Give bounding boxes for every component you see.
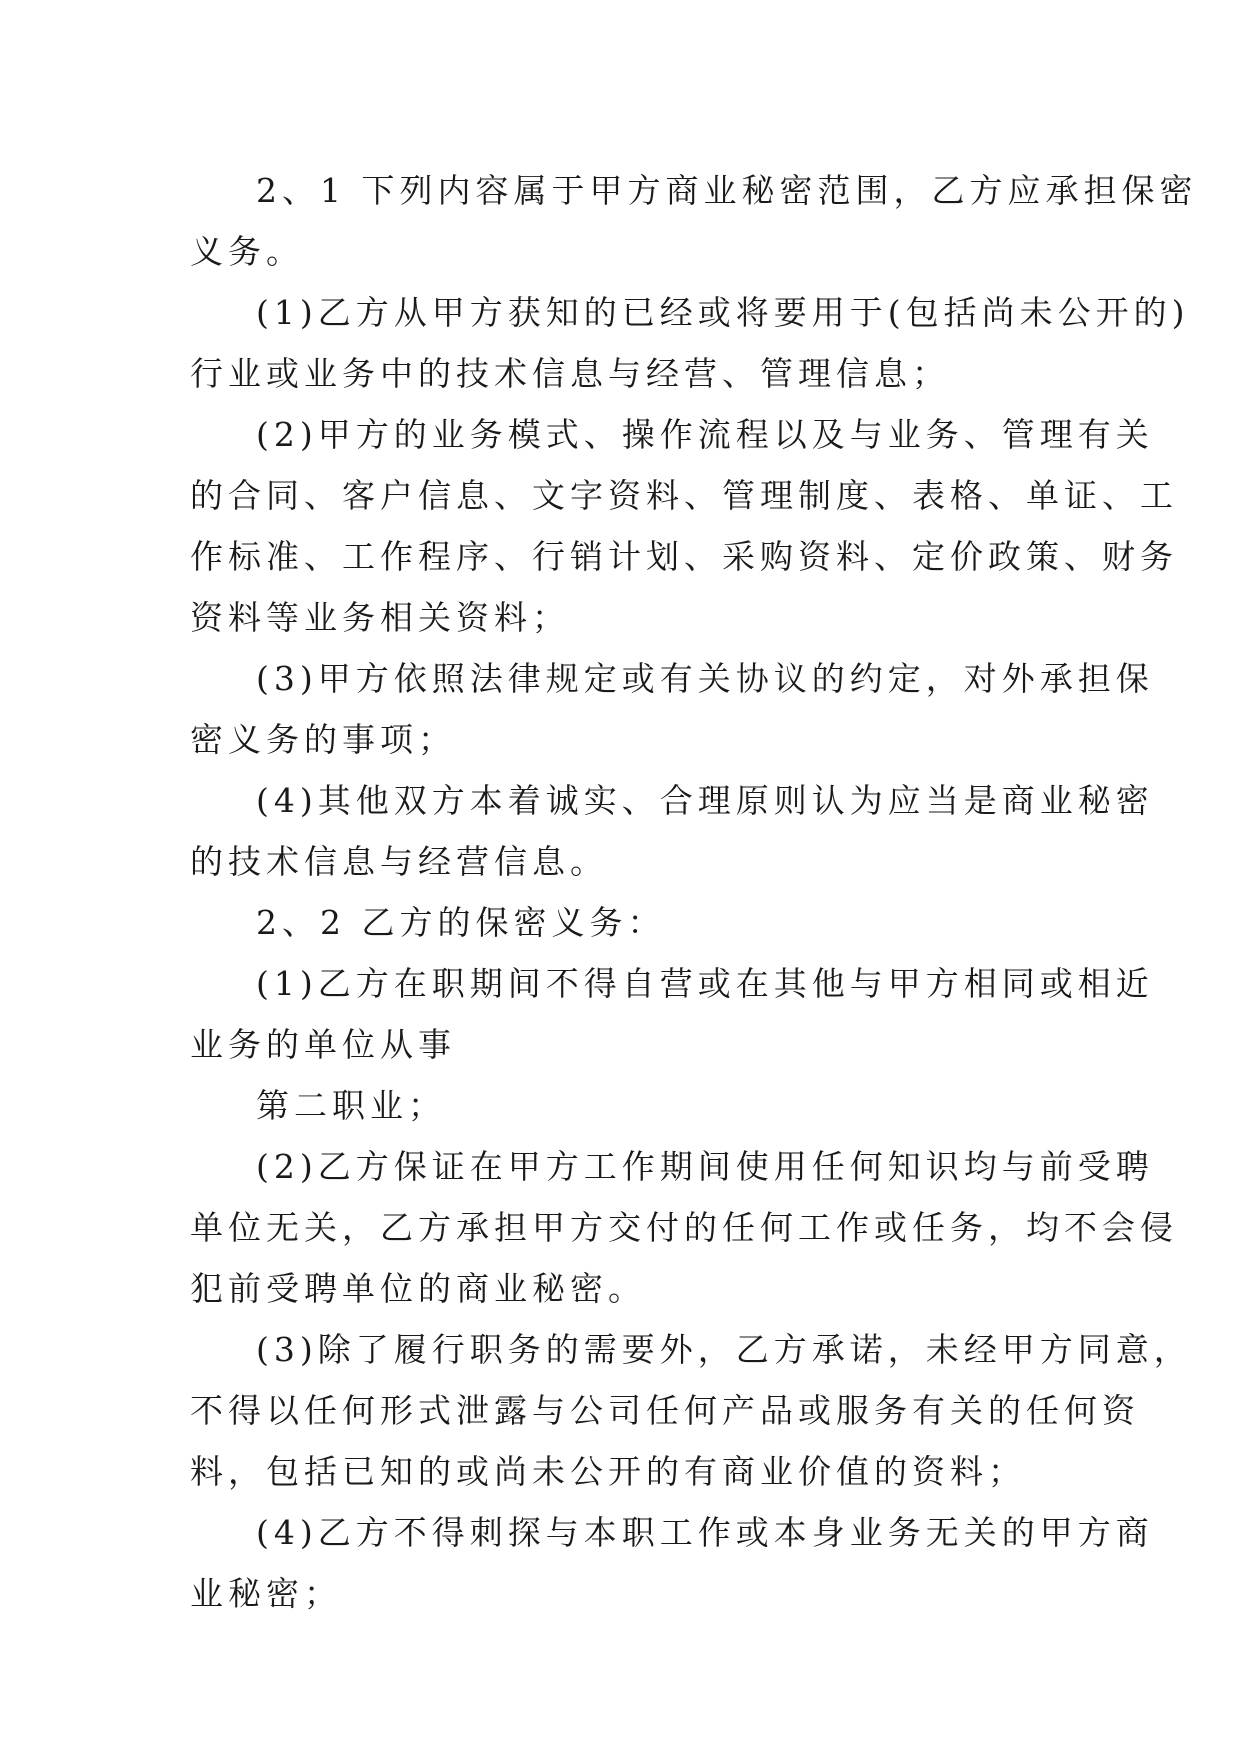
paragraph-second-job — [190, 1075, 1060, 1136]
paragraph-line: 犯前受聘单位的商业秘密。 — [190, 1269, 646, 1308]
paragraph-obligation-3 — [190, 1319, 1192, 1502]
paragraph-line: 业务的单位从事 — [190, 1025, 456, 1064]
paragraph-line: 第二职业； — [256, 1086, 446, 1125]
paragraph-line: 资料等业务相关资料； — [190, 598, 570, 637]
paragraph-line: (4)乙方不得刺探与本职工作或本身业务无关的甲方商 — [256, 1513, 1154, 1552]
paragraph-line: (3)甲方依照法律规定或有关协议的约定，对外承担保 — [256, 659, 1154, 698]
paragraph-line: (4)其他双方本着诚实、合理原则认为应当是商业秘密 — [256, 781, 1154, 820]
paragraph-line: (2)乙方保证在甲方工作期间使用任何知识均与前受聘 — [256, 1147, 1154, 1186]
paragraph-item-4 — [190, 770, 1154, 892]
paragraph-line: 2、2 乙方的保密义务： — [256, 903, 666, 942]
paragraph-obligation-4 — [190, 1502, 1154, 1624]
paragraph-2-1 — [190, 160, 1198, 282]
paragraph-line: 的技术信息与经营信息。 — [190, 842, 608, 881]
paragraph-obligation-2 — [190, 1136, 1178, 1319]
paragraph-line: (1)乙方从甲方获知的已经或将要用于(包括尚未公开的) — [256, 293, 1190, 332]
document-body — [190, 160, 1198, 1624]
paragraph-line: 密义务的事项； — [190, 720, 456, 759]
paragraph-line: 不得以任何形式泄露与公司任何产品或服务有关的任何资 — [190, 1391, 1140, 1430]
paragraph-line: 的合同、客户信息、文字资料、管理制度、表格、单证、工 — [190, 476, 1178, 515]
paragraph-line: 单位无关，乙方承担甲方交付的任何工作或任务，均不会侵 — [190, 1208, 1178, 1247]
paragraph-obligation-1 — [190, 953, 1154, 1075]
paragraph-line: (2)甲方的业务模式、操作流程以及与业务、管理有关 — [256, 415, 1154, 454]
paragraph-2-2 — [190, 892, 1060, 953]
paragraph-line: (3)除了履行职务的需要外，乙方承诺，未经甲方同意， — [256, 1330, 1192, 1369]
paragraph-line: 义务。 — [190, 232, 304, 271]
paragraph-item-2 — [190, 404, 1178, 648]
paragraph-line: 行业或业务中的技术信息与经营、管理信息； — [190, 354, 950, 393]
paragraph-line: 作标准、工作程序、行销计划、采购资料、定价政策、财务 — [190, 537, 1178, 576]
paragraph-item-3 — [190, 648, 1154, 770]
paragraph-line: (1)乙方在职期间不得自营或在其他与甲方相同或相近 — [256, 964, 1154, 1003]
paragraph-line: 业秘密； — [190, 1574, 342, 1613]
paragraph-line: 2、1 下列内容属于甲方商业秘密范围，乙方应承担保密 — [256, 171, 1198, 210]
paragraph-item-1 — [190, 282, 1190, 404]
paragraph-line: 料，包括已知的或尚未公开的有商业价值的资料； — [190, 1452, 1026, 1491]
